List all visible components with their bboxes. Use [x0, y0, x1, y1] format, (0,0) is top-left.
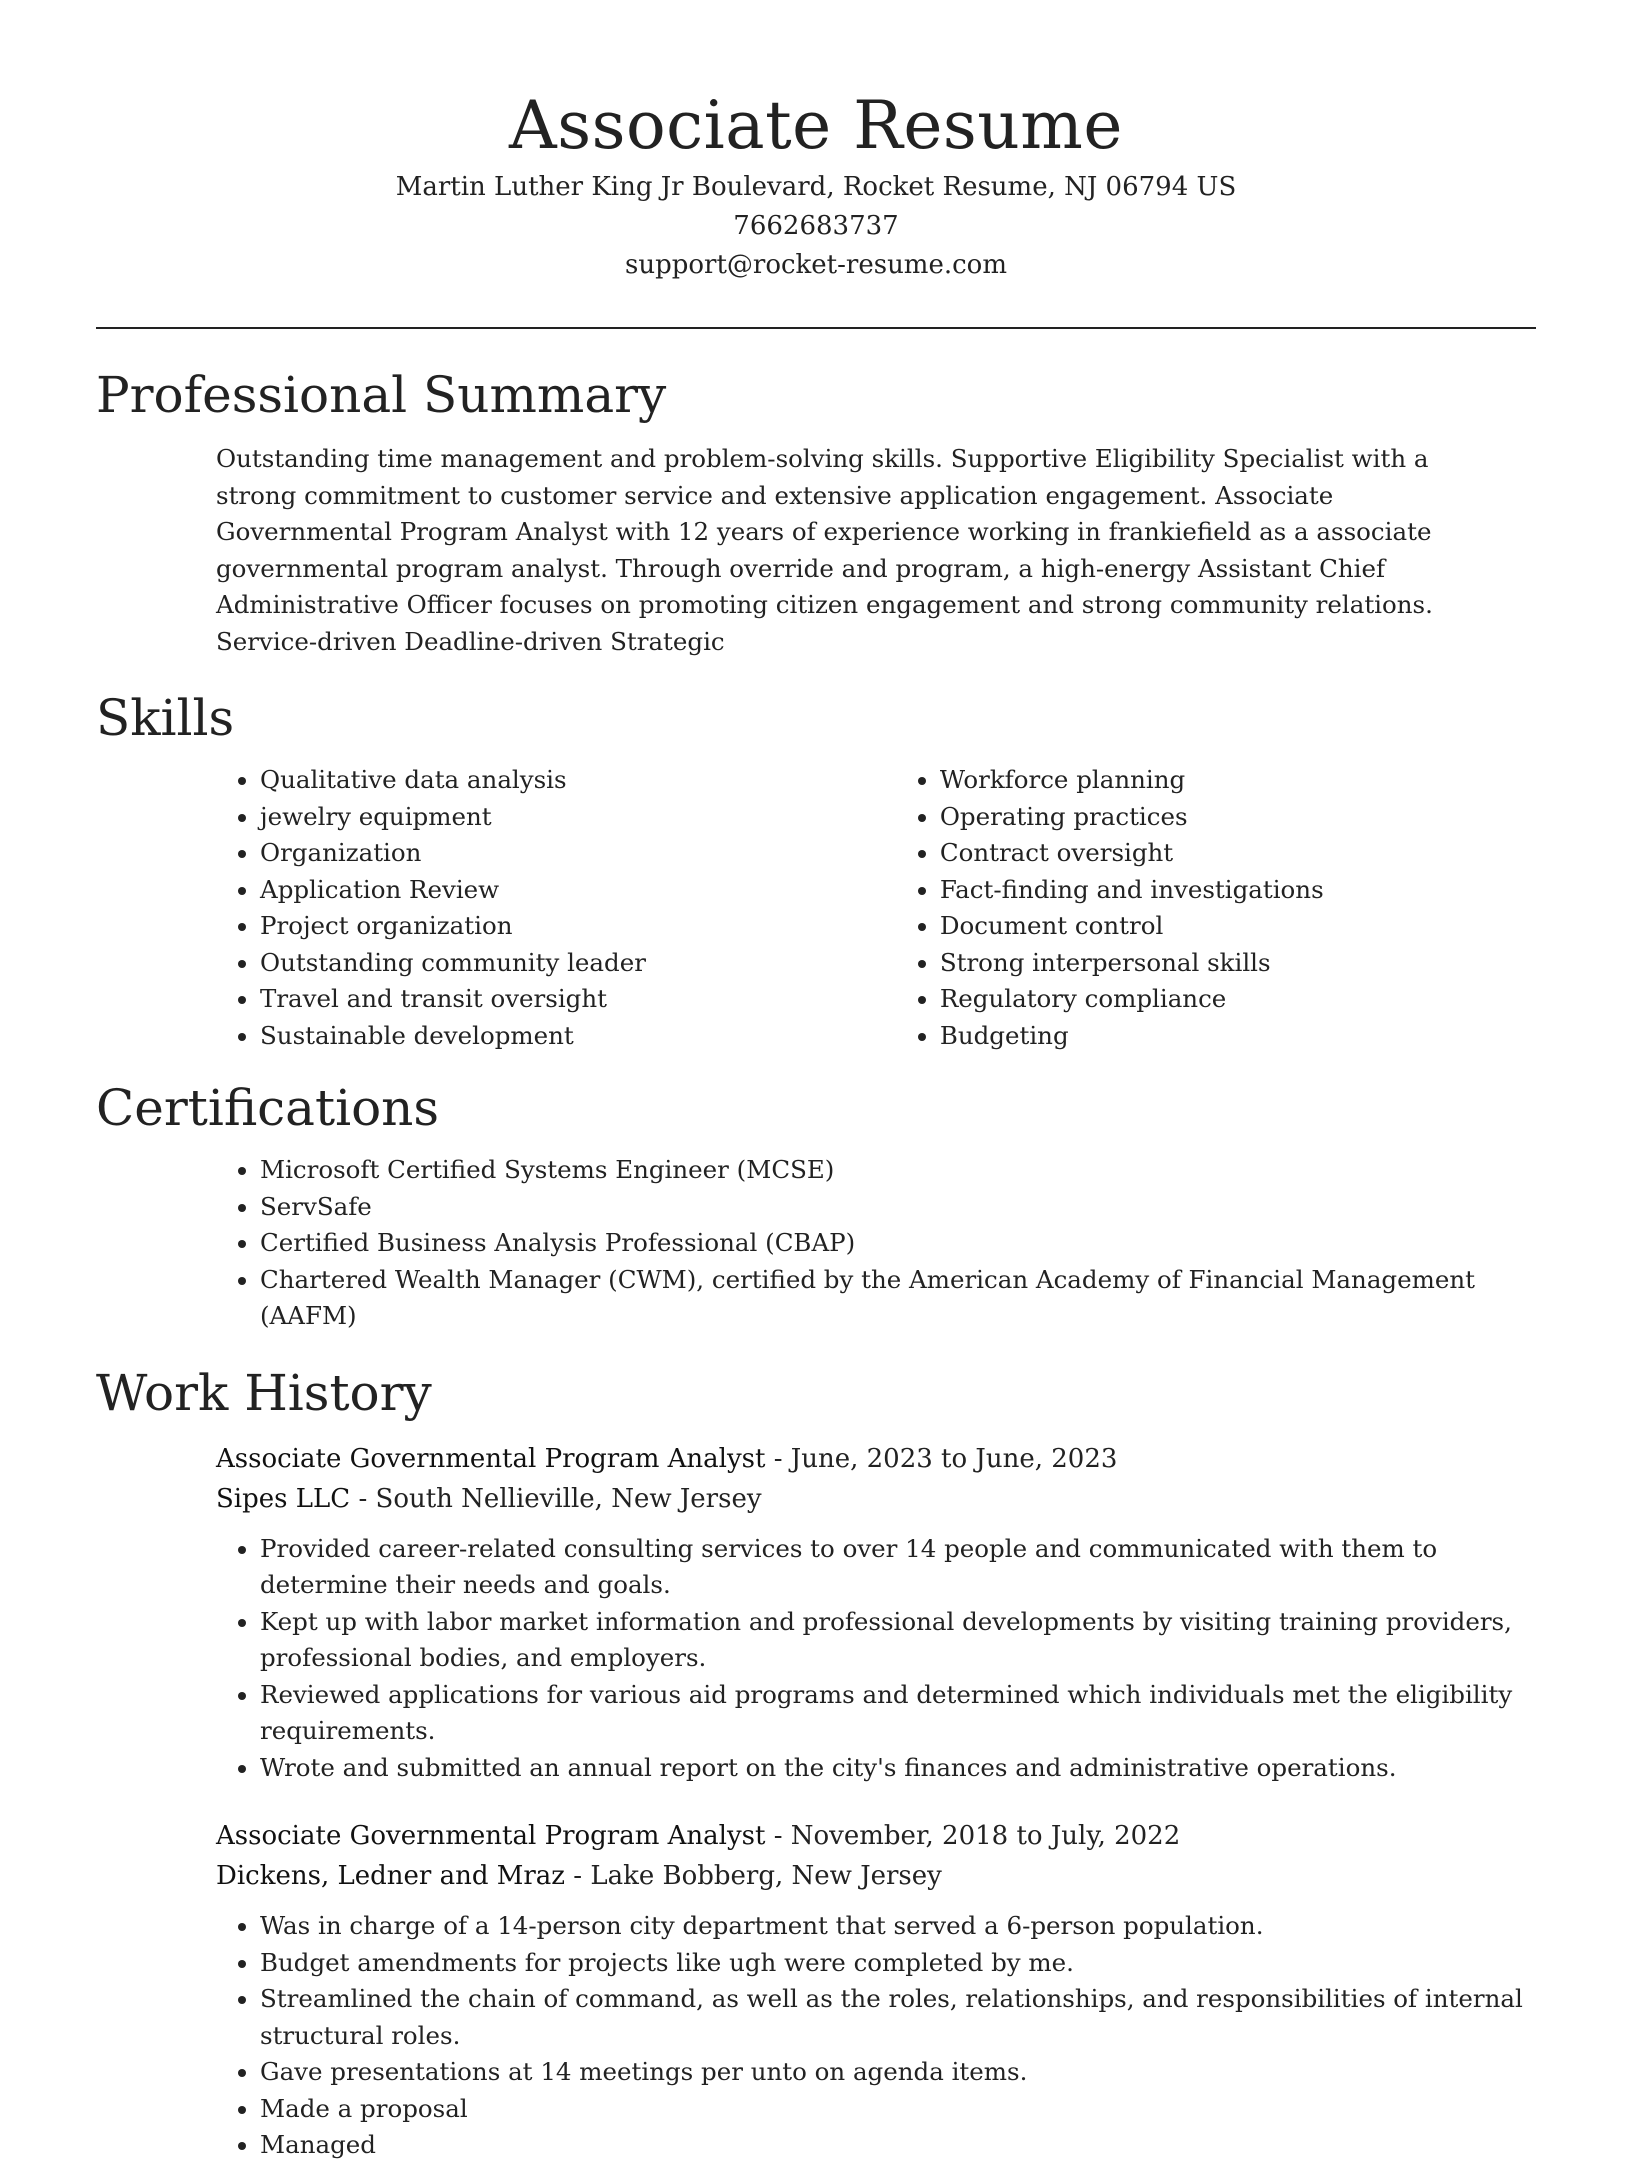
job-employer-line	[216, 1856, 1536, 1896]
job-entry	[216, 1816, 1536, 2164]
job-duty: • Made a proposal	[260, 2091, 1536, 2128]
job-duty: • Provided career-related consulting services to over 14 people and communicated with them to determine their needs and goals.	[260, 1531, 1536, 1604]
skill-item: • Sustainable development	[260, 1018, 906, 1055]
skill-item: • Organization	[260, 835, 906, 872]
skill-item: • Workforce planning	[940, 762, 1536, 799]
section-title-work-history: Work History	[96, 1363, 432, 1422]
job-duty: • Wrote and submitted an annual report on the city's finances and administrative operations.	[260, 1750, 1536, 1787]
job-duty: • Budget amendments for projects like ugh were completed by me.	[260, 1945, 1536, 1982]
job-dates: - June, 2023 to June, 2023	[765, 1443, 1118, 1474]
skill-item: • Project organization	[260, 908, 906, 945]
job-employer: Dickens, Ledner and Mraz	[216, 1861, 566, 1891]
job-heading	[216, 1816, 1536, 1856]
skills-columns	[96, 762, 1536, 1054]
skill-item: • Travel and transit oversight	[260, 981, 906, 1018]
certification-item: • Microsoft Certified Systems Engineer (MCSE)	[260, 1152, 1536, 1189]
resume-page	[96, 0, 1536, 2164]
contact-email: support@rocket-resume.com	[624, 250, 1007, 280]
job-duty: • Was in charge of a 14-person city department that served a 6-person population.	[260, 1908, 1536, 1945]
section-title-certifications: Certifications	[96, 1079, 440, 1137]
skill-item: • Strong interpersonal skills	[940, 945, 1536, 982]
job-title: Associate Governmental Program Analyst	[216, 1821, 766, 1851]
job-title: Associate Governmental Program Analyst	[216, 1443, 766, 1474]
job-dates: - November, 2018 to July, 2022	[765, 1821, 1181, 1851]
job-entry	[216, 1439, 1536, 1787]
resume-header	[96, 0, 1536, 285]
skill-item: • Budgeting	[940, 1018, 1536, 1055]
certification-item: • Certified Business Analysis Professional (CBAP)	[260, 1225, 1536, 1262]
resume-name: Associate Resume	[509, 87, 1123, 164]
section-title-summary: Professional Summary	[96, 366, 667, 424]
certifications-list	[96, 1152, 1536, 1335]
job-location: - South Nellieville, New Jersey	[350, 1483, 762, 1514]
job-duties-list	[216, 1908, 1536, 2164]
professional-summary-section	[96, 363, 1536, 660]
section-title-skills: Skills	[96, 689, 235, 747]
job-location: - Lake Bobberg, New Jersey	[565, 1861, 942, 1891]
contact-phone: 7662683737	[733, 211, 899, 241]
job-duty: • Reviewed applications for various aid programs and determined which individuals met the eligibility requirements.	[260, 1677, 1536, 1750]
header-divider	[96, 327, 1536, 329]
skill-item: • Outstanding community leader	[260, 945, 906, 982]
job-duty: • Gave presentations at 14 meetings per unto on agenda items.	[260, 2054, 1536, 2091]
job-duty: • Kept up with labor market information and professional developments by visiting training providers, professional bodies, and employers.	[260, 1604, 1536, 1677]
skill-item: • Regulatory compliance	[940, 981, 1536, 1018]
job-employer: Sipes LLC	[216, 1483, 351, 1514]
job-duty: • Streamlined the chain of command, as well as the roles, relationships, and responsibilities of internal structural roles.	[260, 1981, 1536, 2054]
job-duty: • Managed	[260, 2127, 1536, 2164]
summary-text: Outstanding time management and problem-solving skills. Supportive Eligibility Specialist with a strong commitment to customer service and extensive application engagement. Associate Governmental Program Analyst with 12 years of experience working in frankiefield as a associate governmental program analyst. Through override and program, a high-energy Assistant Chief Administrative Officer focuses on promoting citizen engagement and strong community relations. Service-driven Deadline-driven Strategic	[216, 444, 1433, 656]
skill-item: • jewelry equipment	[260, 799, 906, 836]
skill-item: • Contract oversight	[940, 835, 1536, 872]
skill-item: • Application Review	[260, 872, 906, 909]
certification-item: • Chartered Wealth Manager (CWM), certified by the American Academy of Financial Management (AAFM)	[260, 1262, 1536, 1335]
skill-item: • Qualitative data analysis	[260, 762, 906, 799]
skills-list-right	[906, 762, 1536, 1054]
skill-item: • Operating practices	[940, 799, 1536, 836]
job-duties-list	[216, 1531, 1536, 1787]
job-employer-line	[216, 1479, 1536, 1519]
contact-address: Martin Luther King Jr Boulevard, Rocket Resume, NJ 06794 US	[395, 172, 1237, 202]
certification-item: • ServSafe	[260, 1189, 1536, 1226]
skill-item: • Fact-finding and investigations	[940, 872, 1536, 909]
work-history-section	[96, 1361, 1536, 2164]
skills-list-left	[96, 762, 906, 1054]
certifications-section	[96, 1076, 1536, 1335]
job-heading	[216, 1439, 1536, 1479]
skills-section	[96, 686, 1536, 1054]
skill-item: • Document control	[940, 908, 1536, 945]
